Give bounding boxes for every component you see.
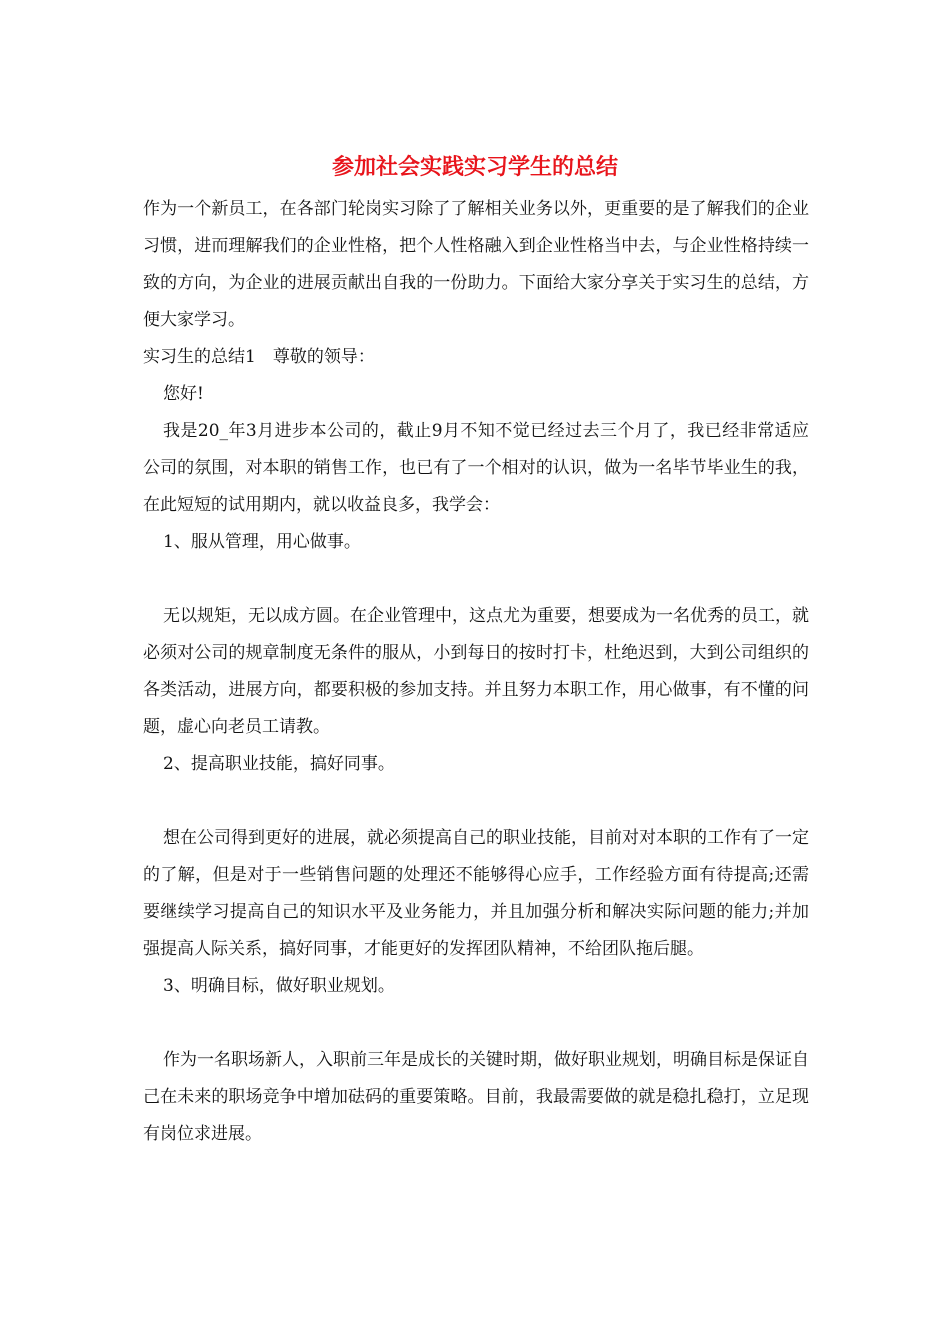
document-body: [143, 191, 809, 1153]
greeting: 您好!: [163, 384, 204, 404]
section-heading: 实习生的总结1 尊敬的领导：: [143, 347, 375, 367]
list-heading-1: 1、服从管理，用心做事。: [163, 532, 361, 552]
body-paragraph: 作为一名职场新人，入职前三年是成长的关键时期，做好职业规划，明确目标是保证自己在未来的职场竞争中增加砝码的重要策略。目前，我最需要做的就是稳扎稳打，立足现有岗位求进展。: [143, 1050, 809, 1144]
body-paragraph: 我是20_年3月进步本公司的，截止9月不知不觉已经过去三个月了，我已经非常适应公司的氛围，对本职的销售工作，也已有了一个相对的认识，做为一名毕节毕业生的我，在此短短的试用期内，就以收益良多，我学会：: [143, 421, 809, 515]
body-paragraph: 无以规矩，无以成方圆。在企业管理中，这点尤为重要，想要成为一名优秀的员工，就必须对公司的规章制度无条件的服从，小到每日的按时打卡，杜绝迟到，大到公司组织的各类活动，进展方向，都要积极的参加支持。并且努力本职工作，用心做事，有不懂的问题，虚心向老员工请教。: [143, 606, 809, 737]
list-heading-2: 2、提高职业技能，搞好同事。: [163, 754, 395, 774]
intro-paragraph: 作为一个新员工，在各部门轮岗实习除了了解相关业务以外，更重要的是了解我们的企业习惯，进而理解我们的企业性格，把个人性格融入到企业性格当中去，与企业性格持续一致的方向，为企业的进展贡献出自我的一份助力。下面给大家分享关于实习生的总结，方便大家学习。: [143, 199, 809, 330]
body-paragraph: 想在公司得到更好的进展，就必须提高自己的职业技能，目前对对本职的工作有了一定的了解，但是对于一些销售问题的处理还不能够得心应手，工作经验方面有待提高;还需要继续学习提高自己的知识水平及业务能力，并且加强分析和解决实际问题的能力;并加强提高人际关系，搞好同事，才能更好的发挥团队精神，不给团队拖后腿。: [143, 828, 809, 959]
document-title: 参加社会实践实习学生的总结: [331, 155, 618, 180]
list-heading-3: 3、明确目标，做好职业规划。: [163, 976, 395, 996]
